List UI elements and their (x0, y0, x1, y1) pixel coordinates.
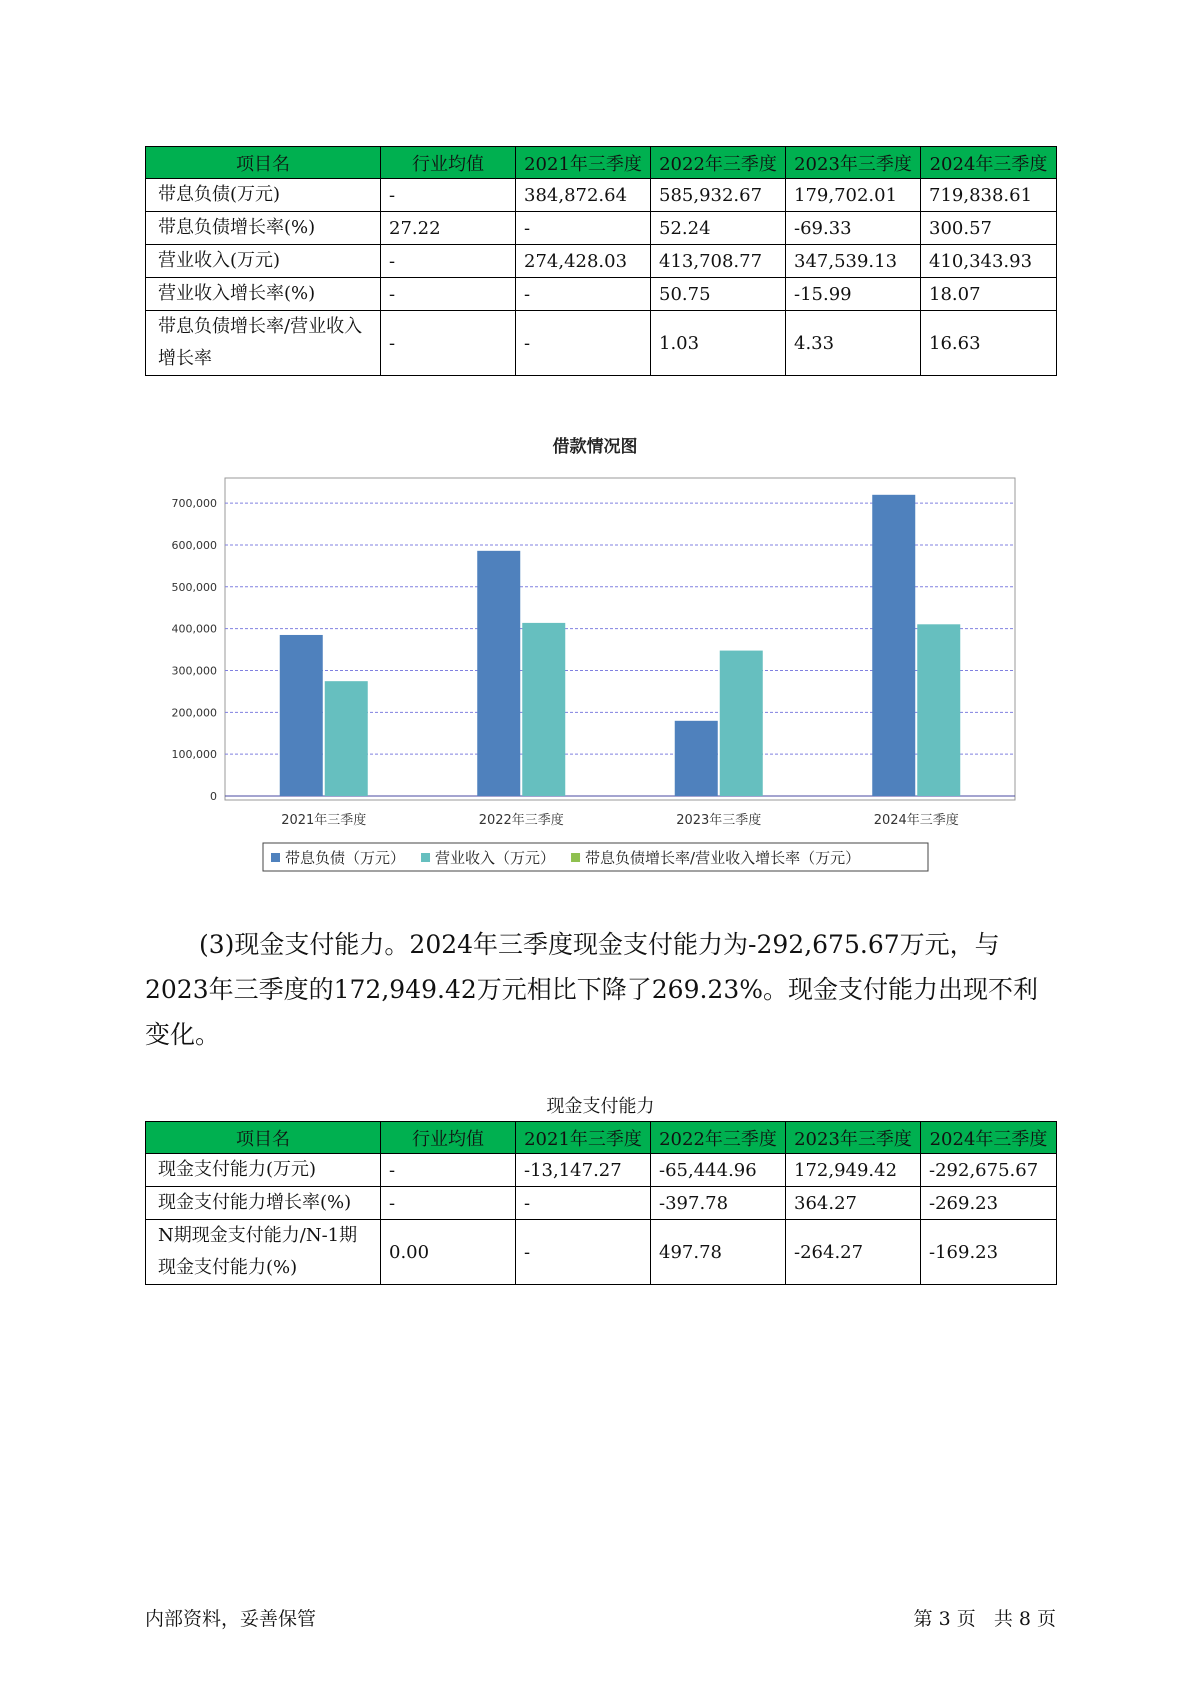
y-tick-label: 700,000 (171, 497, 217, 511)
x-tick-label: 2023年三季度 (676, 813, 762, 828)
row-label: 营业收入(万元) (146, 245, 381, 278)
table-cell: 364.27 (786, 1187, 921, 1220)
y-tick-label: 200,000 (171, 706, 217, 720)
table-row (146, 1187, 1057, 1220)
bar (522, 623, 565, 796)
column-header: 2024年三季度 (921, 147, 1057, 179)
legend-item-label: 带息负债（万元） (285, 849, 406, 867)
y-tick-label: 500,000 (171, 580, 217, 594)
row-label: N期现金支付能力/N-1期现金支付能力(%) (146, 1220, 381, 1285)
footer-page-number: 第 3 页 共 8 页 (913, 1608, 1056, 1630)
legend-swatch (271, 853, 280, 862)
table-cell: 52.24 (651, 212, 786, 245)
table-row (146, 1220, 1057, 1285)
row-label: 现金支付能力增长率(%) (146, 1187, 381, 1220)
y-tick-label: 300,000 (171, 664, 217, 678)
footer-confidential-note: 内部资料，妥善保管 (145, 1608, 317, 1630)
table-cell: 0.00 (381, 1220, 516, 1285)
table-cell: -69.33 (786, 212, 921, 245)
table-cell: 172,949.42 (786, 1154, 921, 1187)
table-caption: 现金支付能力 (546, 1096, 655, 1117)
table-cell: 384,872.64 (516, 179, 651, 212)
table-header-row (146, 1122, 1057, 1154)
table-cell: 16.63 (921, 311, 1057, 376)
bar (917, 624, 960, 796)
table-cell: 347,539.13 (786, 245, 921, 278)
column-header: 2024年三季度 (921, 1122, 1057, 1154)
table-cell: - (516, 212, 651, 245)
cash-payment-paragraph: (3)现金支付能力。2024年三季度现金支付能力为-292,675.67万元，与2023年三季度的172,949.42万元相比下降了269.23%。现金支付能力出现不利变化。 (145, 930, 1038, 1049)
table-row (146, 278, 1057, 311)
column-header: 2022年三季度 (651, 1122, 786, 1154)
legend-swatch (571, 853, 580, 862)
table-cell: 27.22 (381, 212, 516, 245)
table-cell: -65,444.96 (651, 1154, 786, 1187)
table-cell: - (381, 179, 516, 212)
row-label: 现金支付能力(万元) (146, 1154, 381, 1187)
table-cell: -13,147.27 (516, 1154, 651, 1187)
table-cell: 300.57 (921, 212, 1057, 245)
table-cell: - (381, 245, 516, 278)
table-cell: -15.99 (786, 278, 921, 311)
bar (872, 495, 915, 796)
chart-title: 借款情况图 (552, 437, 638, 457)
column-header: 2022年三季度 (651, 147, 786, 179)
legend-swatch (421, 853, 430, 862)
column-header: 2023年三季度 (786, 147, 921, 179)
y-tick-label: 400,000 (171, 622, 217, 636)
y-tick-label: 100,000 (171, 748, 217, 762)
row-label: 带息负债增长率/营业收入增长率 (146, 311, 381, 376)
table-row (146, 212, 1057, 245)
bars (280, 495, 961, 796)
column-header: 行业均值 (381, 1122, 516, 1154)
x-tick-label: 2024年三季度 (873, 813, 959, 828)
table-cell: -292,675.67 (921, 1154, 1057, 1187)
column-header: 项目名 (146, 147, 381, 179)
table-header-row (146, 147, 1057, 179)
bar (325, 681, 368, 796)
bar (675, 721, 718, 796)
table-cell: -169.23 (921, 1220, 1057, 1285)
table-cell: - (516, 1220, 651, 1285)
column-header: 行业均值 (381, 147, 516, 179)
bar (477, 551, 520, 796)
column-header: 2023年三季度 (786, 1122, 921, 1154)
table-cell: 410,343.93 (921, 245, 1057, 278)
table-cell: - (516, 311, 651, 376)
table-cell: - (381, 1187, 516, 1220)
cash-payment-table (145, 1121, 1057, 1285)
table-cell: -397.78 (651, 1187, 786, 1220)
column-header: 2021年三季度 (516, 1122, 651, 1154)
table-row (146, 1154, 1057, 1187)
column-header: 2021年三季度 (516, 147, 651, 179)
column-header: 项目名 (146, 1122, 381, 1154)
table-cell: - (516, 278, 651, 311)
bar (720, 651, 763, 796)
table-row (146, 179, 1057, 212)
table-cell: 4.33 (786, 311, 921, 376)
chart-legend (263, 843, 928, 871)
x-tick-label: 2021年三季度 (281, 813, 367, 828)
table-cell: 413,708.77 (651, 245, 786, 278)
table-cell: 179,702.01 (786, 179, 921, 212)
y-tick-label: 600,000 (171, 538, 217, 552)
x-tick-label: 2022年三季度 (478, 813, 564, 828)
row-label: 营业收入增长率(%) (146, 278, 381, 311)
table-row (146, 311, 1057, 376)
table-cell: - (381, 311, 516, 376)
table-cell: - (381, 1154, 516, 1187)
legend-item-label: 带息负债增长率/营业收入增长率（万元） (585, 849, 861, 867)
table-cell: 585,932.67 (651, 179, 786, 212)
table-cell: - (516, 1187, 651, 1220)
table-cell: 1.03 (651, 311, 786, 376)
table-cell: - (381, 278, 516, 311)
table-cell: -269.23 (921, 1187, 1057, 1220)
borrowing-bar-chart (145, 430, 1045, 880)
table-cell: -264.27 (786, 1220, 921, 1285)
x-axis (281, 812, 959, 828)
table-row (146, 245, 1057, 278)
legend-item-label: 营业收入（万元） (435, 849, 556, 867)
y-axis (172, 497, 218, 803)
table-cell: 497.78 (651, 1220, 786, 1285)
table-cell: 274,428.03 (516, 245, 651, 278)
table-cell: 719,838.61 (921, 179, 1057, 212)
row-label: 带息负债(万元) (146, 179, 381, 212)
debt-table (145, 146, 1057, 376)
row-label: 带息负债增长率(%) (146, 212, 381, 245)
bar (280, 635, 323, 796)
table-cell: 18.07 (921, 278, 1057, 311)
table-cell: 50.75 (651, 278, 786, 311)
y-tick-label: 0 (210, 790, 217, 803)
